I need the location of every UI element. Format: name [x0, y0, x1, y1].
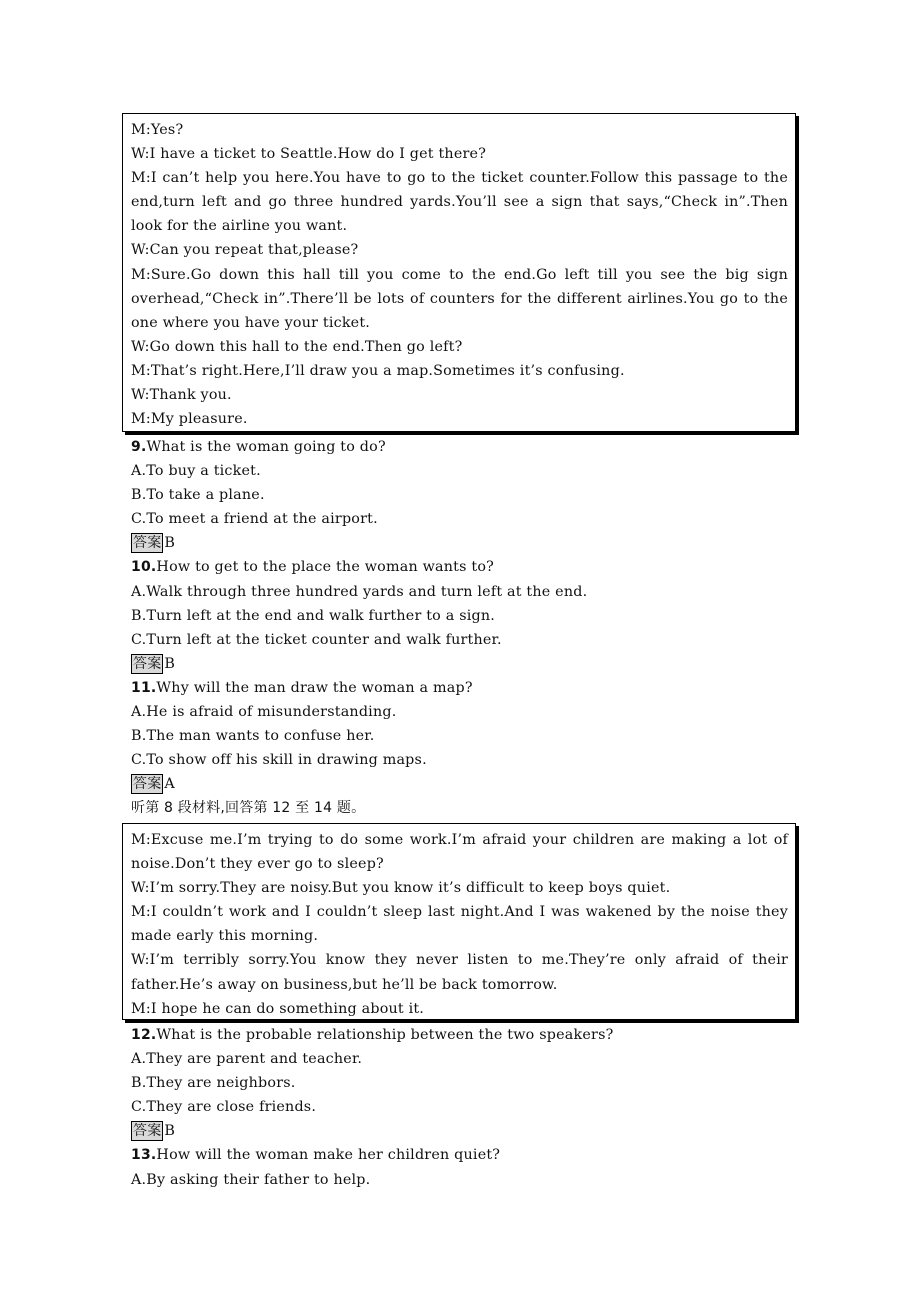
- option-c: C.To meet a friend at the airport.: [131, 511, 378, 528]
- option-c: C.To show off his skill in drawing maps.: [131, 752, 427, 769]
- dialogue-line: W:Thank you.: [131, 387, 232, 404]
- option-b: B.The man wants to confuse her.: [131, 728, 375, 745]
- question-text: How to get to the place the woman wants to?: [156, 559, 495, 576]
- dialogue-line: M:I hope he can do something about it.: [131, 1000, 425, 1017]
- question-number: 12.: [131, 1027, 157, 1043]
- option-b: B.They are neighbors.: [131, 1075, 296, 1092]
- option-a: A.They are parent and teacher.: [131, 1051, 363, 1068]
- dialogue-line: W:I’m terribly sorry.You know they never listen to me.They’re only afraid of their father.He’s away on business,but he’ll be back tomorrow.: [131, 952, 788, 993]
- dialogue-line: W:Go down this hall to the end.Then go left?: [131, 338, 463, 355]
- dialogue-line: M:I couldn’t work and I couldn’t sleep last night.And I was wakened by the noise they made early this morning.: [131, 904, 788, 945]
- dialogue-line: W:Can you repeat that,please?: [131, 242, 359, 259]
- question-number: 11.: [131, 679, 157, 696]
- section-8-intro: 听第 8 段材料,回答第 12 至 14 题。: [131, 800, 366, 817]
- answer-value: B: [164, 535, 176, 552]
- questions-12-13: [131, 1023, 811, 1192]
- answer-row: [131, 531, 811, 555]
- dialogue-box-8: [122, 823, 796, 1020]
- question-text: How will the woman make her children quiet?: [156, 1147, 501, 1164]
- answer-value: A: [164, 776, 175, 793]
- option-a: A.He is afraid of misunderstanding.: [131, 704, 397, 721]
- option-a: A.Walk through three hundred yards and turn left at the end.: [131, 583, 588, 600]
- dialogue-line: W:I have a ticket to Seattle.How do I get there?: [131, 146, 487, 163]
- answer-label: 答案: [133, 1123, 162, 1140]
- question-text: What is the probable relationship between the two speakers?: [156, 1027, 614, 1043]
- question-10: [131, 555, 811, 579]
- dialogue-line: M:I can’t help you here.You have to go to the ticket counter.Follow this passage to the end,turn left and go three hundred yards.You’ll see a sign that says,“Check in”.Then look for the airline you want.: [131, 170, 788, 235]
- question-12: [131, 1023, 811, 1047]
- question-13: [131, 1143, 811, 1167]
- question-11: [131, 676, 811, 700]
- dialogue-line: M:Yes?: [131, 122, 184, 138]
- answer-label: 答案: [133, 655, 162, 672]
- answer-row: [131, 772, 811, 796]
- option-b: B.To take a plane.: [131, 487, 265, 504]
- answer-value: B: [164, 655, 176, 672]
- option-c: C.They are close friends.: [131, 1099, 317, 1116]
- question-number: 13.: [131, 1147, 157, 1164]
- question-text: Why will the man draw the woman a map?: [156, 679, 473, 696]
- dialogue-line: M:Excuse me.I’m trying to do some work.I’m afraid your children are making a lot of noise.Don’t they ever go to sleep?: [131, 832, 788, 873]
- dialogue-line: M:Sure.Go down this hall till you come to the end.Go left till you see the big sign overhead,“Check in”.There’ll be lots of counters for the different airlines.You go to the one where you have your ticket.: [131, 266, 788, 331]
- question-text: What is the woman going to do?: [146, 439, 386, 455]
- answer-label: 答案: [133, 535, 162, 552]
- answer-row: [131, 652, 811, 676]
- answer-value: B: [164, 1123, 176, 1140]
- option-b: B.Turn left at the end and walk further to a sign.: [131, 607, 496, 624]
- dialogue-line: M:That’s right.Here,I’ll draw you a map.Sometimes it’s confusing.: [131, 362, 625, 379]
- option-a: A.To buy a ticket.: [131, 463, 261, 480]
- dialogue-line: M:My pleasure.: [131, 411, 248, 428]
- option-a: A.By asking their father to help.: [131, 1171, 371, 1188]
- question-number: 10.: [131, 559, 157, 576]
- dialogue-line: W:I’m sorry.They are noisy.But you know it’s difficult to keep boys quiet.: [131, 880, 671, 897]
- option-c: C.Turn left at the ticket counter and walk further.: [131, 631, 502, 648]
- questions-9-11: [131, 435, 811, 821]
- answer-row: [131, 1119, 811, 1143]
- question-number: 9.: [131, 439, 147, 455]
- dialogue-box-7: [122, 113, 796, 432]
- answer-label: 答案: [133, 776, 162, 793]
- question-9: [131, 435, 811, 459]
